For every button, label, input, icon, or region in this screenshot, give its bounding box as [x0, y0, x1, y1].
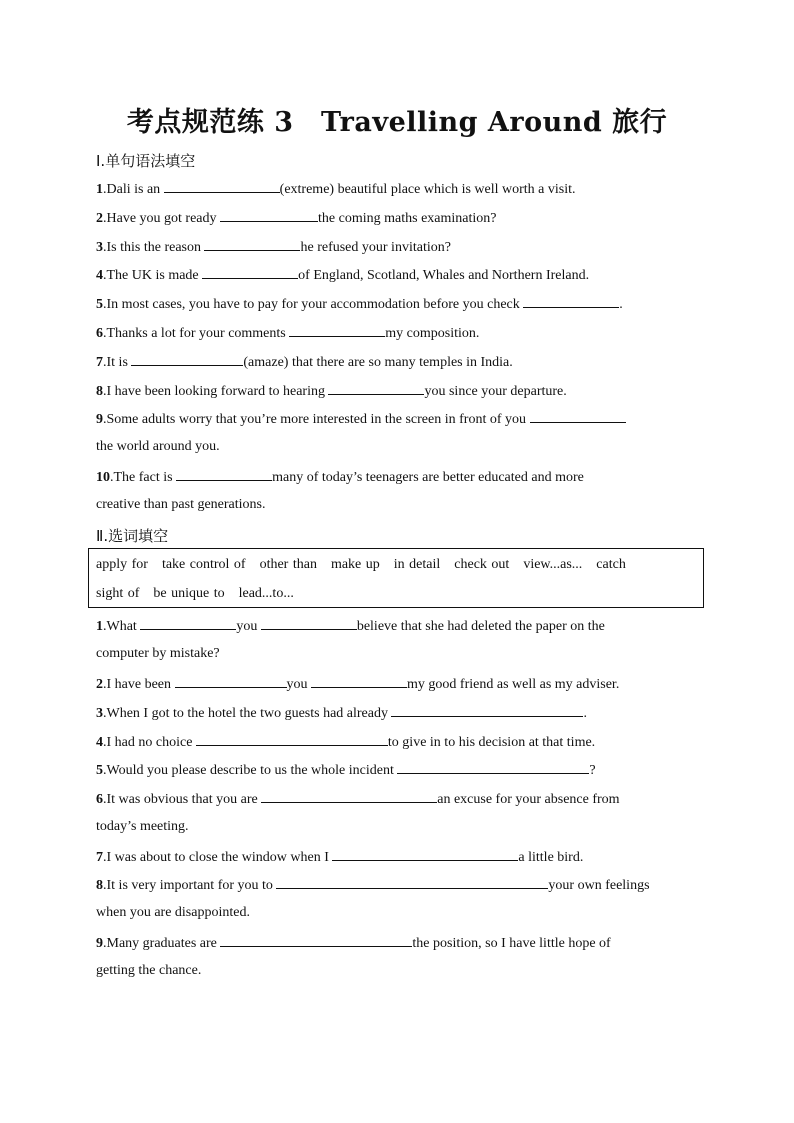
answer-blank[interactable]: [328, 381, 424, 395]
phrase: catch: [596, 557, 626, 572]
answer-blank[interactable]: [175, 674, 287, 688]
answer-blank[interactable]: [311, 674, 407, 688]
s2-item-5: 5.Would you please describe to us the whole incident ?: [96, 760, 596, 780]
answer-blank[interactable]: [261, 616, 357, 630]
answer-blank[interactable]: [289, 323, 385, 337]
phrase: sight of: [96, 586, 140, 601]
s2-item-1: 1.What you believe that she had deleted the paper on the: [96, 616, 605, 636]
s1-item-6: 6.Thanks a lot for your comments my composition.: [96, 323, 479, 343]
s2-item-4: 4.I had no choice to give in to his decision at that time.: [96, 732, 595, 752]
s2-item-6-cont: today’s meeting.: [96, 819, 189, 834]
word-bank-line-1: [96, 557, 626, 573]
phrase: in detail: [393, 557, 441, 572]
s1-item-8: 8.I have been looking forward to hearing you since your departure.: [96, 381, 567, 401]
s1-item-7: 7.It is (amaze) that there are so many temples in India.: [96, 352, 513, 372]
section-2-heading: Ⅱ.选词填空: [96, 527, 169, 545]
s2-item-9: 9.Many graduates are the position, so I have little hope of: [96, 933, 611, 953]
s2-item-3: 3.When I got to the hotel the two guests had already .: [96, 703, 587, 723]
phrase: take control of: [161, 557, 246, 572]
s1-item-4: 4.The UK is made of England, Scotland, Whales and Northern Ireland.: [96, 265, 589, 285]
answer-blank[interactable]: [220, 208, 318, 222]
word-bank-line-2: [96, 586, 294, 602]
answer-blank[interactable]: [196, 732, 388, 746]
answer-blank[interactable]: [131, 352, 243, 366]
phrase: check out: [454, 557, 510, 572]
word-bank-box: [88, 548, 704, 608]
s1-item-3: 3.Is this the reason he refused your invitation?: [96, 237, 451, 257]
s1-item-2: 2.Have you got ready the coming maths examination?: [96, 208, 496, 228]
phrase: apply for: [96, 557, 148, 572]
answer-blank[interactable]: [176, 467, 272, 481]
s1-item-1: 1.Dali is an (extreme) beautiful place which is well worth a visit.: [96, 179, 576, 199]
answer-blank[interactable]: [276, 875, 548, 889]
answer-blank[interactable]: [220, 933, 412, 947]
answer-blank[interactable]: [397, 760, 589, 774]
answer-blank[interactable]: [140, 616, 236, 630]
answer-blank[interactable]: [164, 179, 280, 193]
s1-item-9-cont: the world around you.: [96, 439, 220, 454]
answer-blank[interactable]: [391, 703, 583, 717]
section-1-heading: Ⅰ.单句语法填空: [96, 152, 196, 170]
s1-item-9: 9.Some adults worry that you’re more interested in the screen in front of you: [96, 409, 626, 429]
page-title: 考点规范练 3 Travelling Around 旅行: [126, 107, 668, 138]
phrase: lead...to...: [238, 586, 294, 601]
s1-item-5: 5.In most cases, you have to pay for your accommodation before you check .: [96, 294, 623, 314]
s1-item-10-cont: creative than past generations.: [96, 497, 266, 512]
phrase: make up: [330, 557, 380, 572]
phrase: view...as...: [523, 557, 583, 572]
answer-blank[interactable]: [204, 237, 300, 251]
s1-item-10: 10.The fact is many of today’s teenagers are better educated and more: [96, 467, 584, 487]
s2-item-8-cont: when you are disappointed.: [96, 905, 250, 920]
answer-blank[interactable]: [523, 294, 619, 308]
s2-item-6: 6.It was obvious that you are an excuse for your absence from: [96, 789, 620, 809]
s2-item-2: 2.I have been you my good friend as well as my adviser.: [96, 674, 619, 694]
s2-item-9-cont: getting the chance.: [96, 963, 202, 978]
answer-blank[interactable]: [332, 847, 518, 861]
s2-item-8: 8.It is very important for you to your own feelings: [96, 875, 650, 895]
phrase: other than: [259, 557, 317, 572]
answer-blank[interactable]: [202, 265, 298, 279]
phrase: be unique to: [153, 586, 225, 601]
s2-item-1-cont: computer by mistake?: [96, 646, 220, 661]
s2-item-7: 7.I was about to close the window when I a little bird.: [96, 847, 583, 867]
answer-blank[interactable]: [261, 789, 437, 803]
answer-blank[interactable]: [530, 409, 626, 423]
